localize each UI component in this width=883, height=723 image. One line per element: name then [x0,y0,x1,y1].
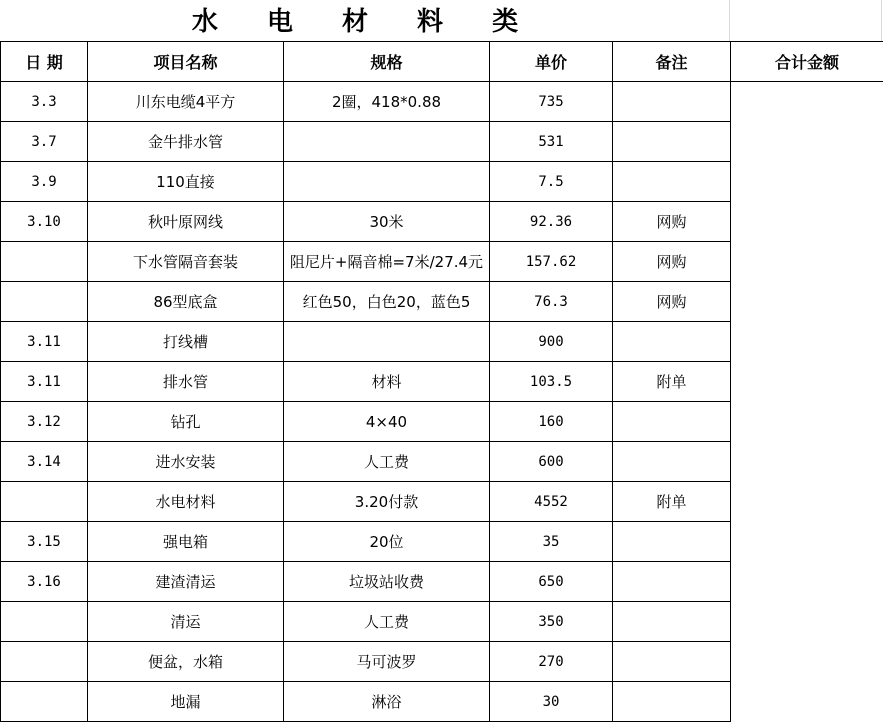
cell-spec[interactable]: 4×40 [284,402,490,442]
header-row [1,42,883,82]
cell-note[interactable] [613,322,731,362]
cell-date[interactable]: 3.9 [1,162,88,202]
cell-item-name[interactable]: 110直接 [88,162,284,202]
cell-note[interactable]: 网购 [613,202,731,242]
cell-spec[interactable]: 20位 [284,522,490,562]
cell-note[interactable]: 附单 [613,362,731,402]
cell-item-name[interactable]: 强电箱 [88,522,284,562]
cell-item-name[interactable]: 清运 [88,602,284,642]
cell-spec[interactable]: 材料 [284,362,490,402]
cell-note[interactable] [613,162,731,202]
cell-note[interactable] [613,82,731,122]
cell-unit-price[interactable]: 350 [490,602,613,642]
cell-spec[interactable]: 马可波罗 [284,642,490,682]
cell-note[interactable]: 网购 [613,282,731,322]
cell-spec[interactable]: 30米 [284,202,490,242]
cell-unit-price[interactable]: 76.3 [490,282,613,322]
cell-item-name[interactable]: 便盆，水箱 [88,642,284,682]
cell-unit-price[interactable]: 600 [490,442,613,482]
cell-unit-price[interactable]: 270 [490,642,613,682]
cell-item-name[interactable]: 86型底盒 [88,282,284,322]
cell-item-name[interactable]: 钻孔 [88,402,284,442]
cell-unit-price[interactable]: 30 [490,682,613,722]
cell-spec[interactable]: 红色50，白色20，蓝色5 [284,282,490,322]
cell-date[interactable]: 3.11 [1,322,88,362]
header-date[interactable]: 日 期 [1,42,88,82]
header-note[interactable]: 备注 [613,42,731,82]
cell-unit-price[interactable]: 531 [490,122,613,162]
table-body [1,82,883,722]
gridline [881,0,882,41]
cell-unit-price[interactable]: 735 [490,82,613,122]
cell-date[interactable]: 3.12 [1,402,88,442]
cell-date[interactable] [1,482,88,522]
cell-note[interactable] [613,642,731,682]
cell-unit-price[interactable]: 160 [490,402,613,442]
cell-unit-price[interactable]: 92.36 [490,202,613,242]
cell-unit-price[interactable]: 103.5 [490,362,613,402]
cell-item-name[interactable]: 建渣清运 [88,562,284,602]
cell-date[interactable]: 3.14 [1,442,88,482]
cell-date[interactable]: 3.10 [1,202,88,242]
cell-date[interactable]: 3.15 [1,522,88,562]
gridline [729,0,730,41]
cell-total-amount[interactable] [731,82,883,722]
cell-spec[interactable]: 2圈，418*0.88 [284,82,490,122]
cell-spec[interactable] [284,322,490,362]
cell-item-name[interactable]: 秋叶原网线 [88,202,284,242]
cell-date[interactable] [1,682,88,722]
cell-date[interactable]: 3.3 [1,82,88,122]
header-unit-price[interactable]: 单价 [490,42,613,82]
cell-spec[interactable]: 垃圾站收费 [284,562,490,602]
cell-item-name[interactable]: 川东电缆4平方 [88,82,284,122]
header-spec[interactable]: 规格 [284,42,490,82]
cell-spec[interactable] [284,162,490,202]
header-total-amount[interactable]: 合计金额 [731,42,883,82]
cell-unit-price[interactable]: 650 [490,562,613,602]
cell-spec[interactable] [284,122,490,162]
cell-note[interactable] [613,562,731,602]
cell-spec[interactable]: 淋浴 [284,682,490,722]
cell-spec[interactable]: 3.20付款 [284,482,490,522]
cell-spec[interactable]: 阻尼片+隔音棉=7米/27.4元 [284,242,490,282]
cell-item-name[interactable]: 打线槽 [88,322,284,362]
cell-note[interactable] [613,602,731,642]
title-row [0,0,883,41]
cell-date[interactable]: 3.7 [1,122,88,162]
materials-table [0,41,883,722]
header-item-name[interactable]: 项目名称 [88,42,284,82]
cell-item-name[interactable]: 金牛排水管 [88,122,284,162]
cell-date[interactable] [1,602,88,642]
table-row [1,82,883,122]
cell-item-name[interactable]: 下水管隔音套装 [88,242,284,282]
cell-date[interactable]: 3.11 [1,362,88,402]
cell-item-name[interactable]: 排水管 [88,362,284,402]
cell-item-name[interactable]: 水电材料 [88,482,284,522]
cell-date[interactable] [1,642,88,682]
cell-unit-price[interactable]: 157.62 [490,242,613,282]
cell-note[interactable] [613,522,731,562]
cell-date[interactable] [1,282,88,322]
cell-spec[interactable]: 人工费 [284,602,490,642]
cell-spec[interactable]: 人工费 [284,442,490,482]
cell-item-name[interactable]: 进水安装 [88,442,284,482]
cell-note[interactable] [613,402,731,442]
cell-unit-price[interactable]: 7.5 [490,162,613,202]
cell-note[interactable]: 附单 [613,482,731,522]
cell-unit-price[interactable]: 4552 [490,482,613,522]
cell-note[interactable] [613,682,731,722]
cell-date[interactable] [1,242,88,282]
cell-note[interactable]: 网购 [613,242,731,282]
cell-date[interactable]: 3.16 [1,562,88,602]
cell-unit-price[interactable]: 35 [490,522,613,562]
cell-unit-price[interactable]: 900 [490,322,613,362]
cell-note[interactable] [613,122,731,162]
sheet-title: 水 电 材 料 类 [191,7,539,37]
cell-note[interactable] [613,442,731,482]
cell-item-name[interactable]: 地漏 [88,682,284,722]
